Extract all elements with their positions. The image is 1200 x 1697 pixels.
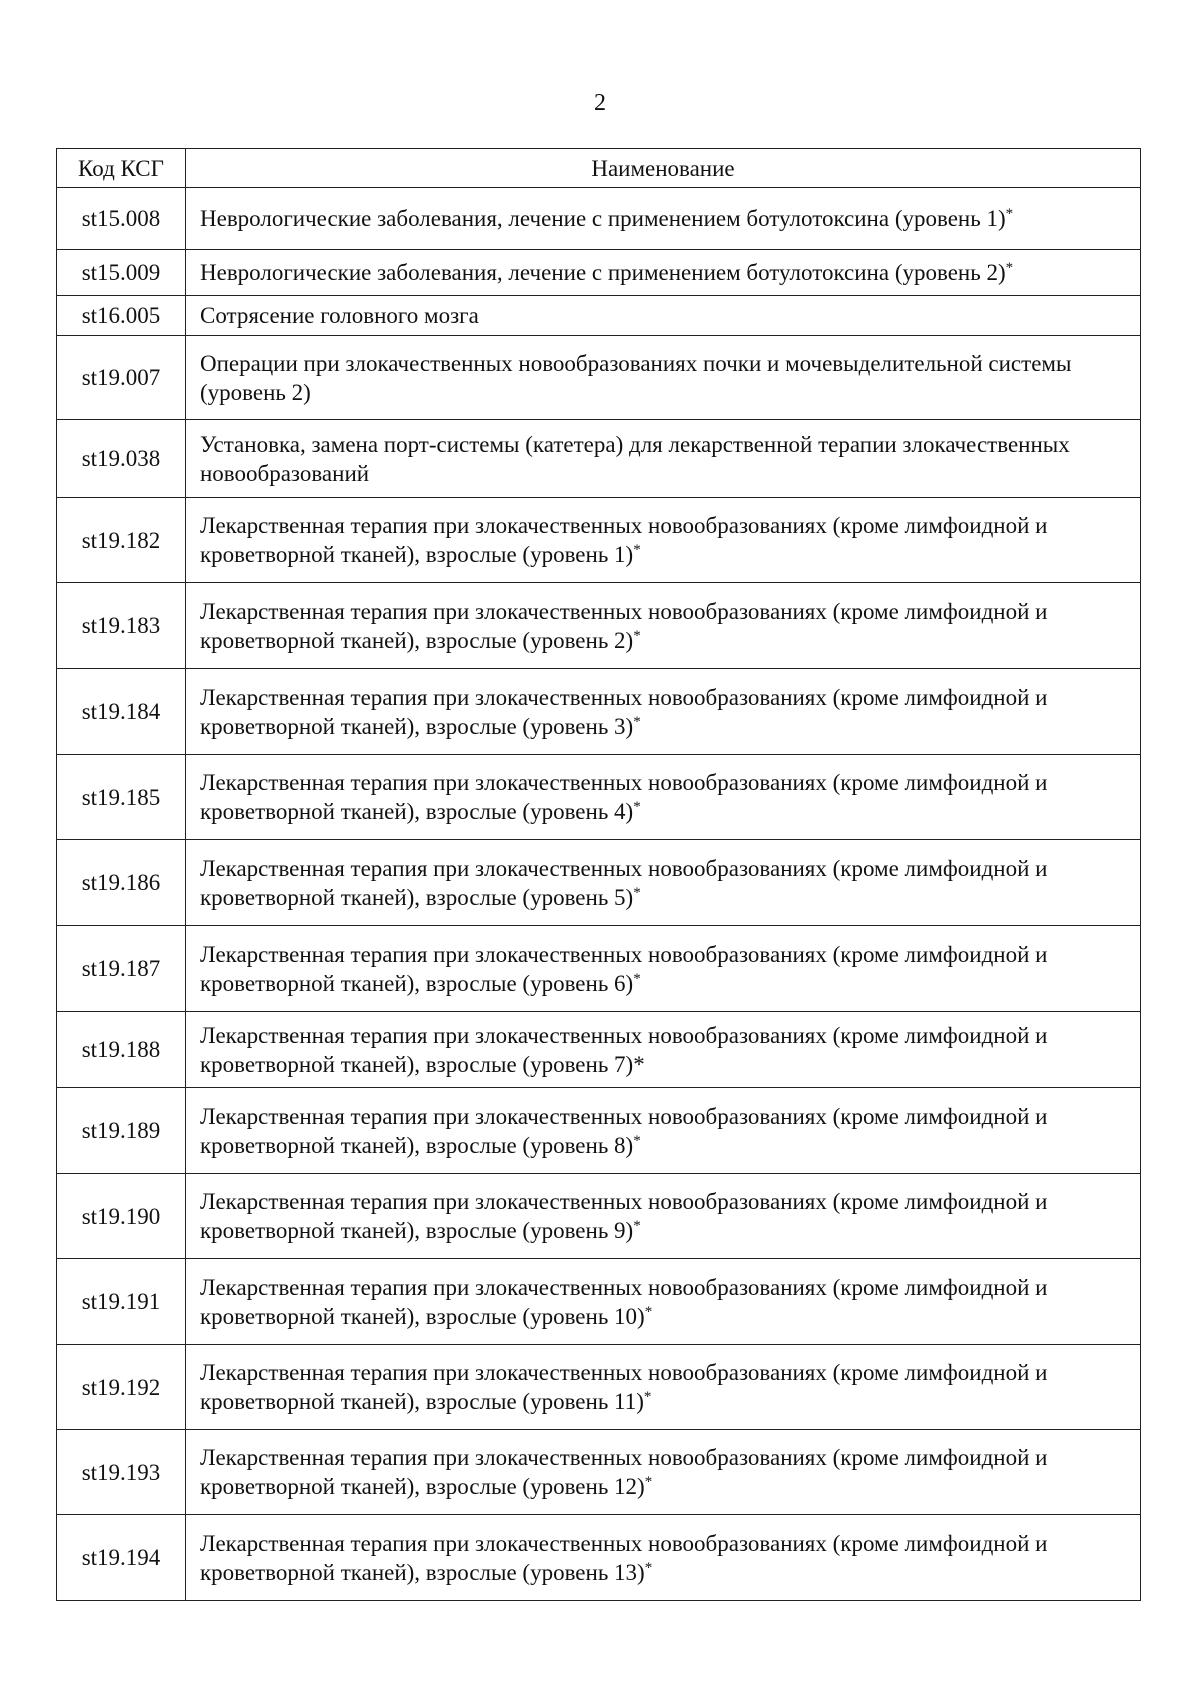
- footnote-mark: *: [643, 1389, 652, 1405]
- ksg-name-text: Лекарственная терапия при злокачественных новообразованиях (кроме лимфоидной и кроветворной тканей), взрослые (уровень 5): [200, 855, 1048, 910]
- footnote-mark: *: [633, 627, 641, 644]
- ksg-name-text: Лекарственная терапия при злокачественных новообразованиях (кроме лимфоидной и кроветворной тканей), взрослые (уровень 10): [200, 1274, 1048, 1329]
- table-row: [57, 1174, 1141, 1259]
- ksg-name-text: Лекарственная терапия при злокачественных новообразованиях (кроме лимфоидной и кроветворной тканей), взрослые (уровень 2): [200, 598, 1048, 653]
- table-row: [57, 336, 1141, 420]
- table-row: [57, 755, 1141, 840]
- header-code: Код КСГ: [57, 149, 186, 188]
- table-row: [57, 498, 1141, 583]
- ksg-name: [186, 250, 1141, 296]
- ksg-name: [186, 1012, 1141, 1088]
- ksg-name-text: Операции при злокачественных новообразованиях почки и мочевыделительной системы (уровень 2): [200, 350, 1072, 405]
- table-row: [57, 1430, 1141, 1515]
- table-row: [57, 250, 1141, 296]
- ksg-code: st15.009: [57, 250, 186, 296]
- table-row: [57, 1012, 1141, 1088]
- ksg-code: st19.191: [57, 1259, 186, 1345]
- ksg-code: st19.184: [57, 669, 186, 755]
- ksg-code: st19.188: [57, 1012, 186, 1088]
- ksg-code: st19.192: [57, 1345, 186, 1430]
- ksg-name: [186, 336, 1141, 420]
- ksg-name: [186, 1430, 1141, 1515]
- ksg-name-text: Лекарственная терапия при злокачественных новообразованиях (кроме лимфоидной и кроветворной тканей), взрослые (уровень 1): [200, 513, 1048, 567]
- footnote-mark: *: [633, 542, 641, 558]
- ksg-code: st19.038: [57, 420, 186, 498]
- footnote-mark: *: [644, 1559, 653, 1576]
- table-row: [57, 840, 1141, 926]
- ksg-name: [186, 583, 1141, 669]
- ksg-name-text: Установка, замена порт-системы (катетера) для лекарственной терапии злокачественных новообразований: [200, 431, 1070, 486]
- ksg-name-text: Лекарственная терапия при злокачественных новообразованиях (кроме лимфоидной и кроветворной тканей), взрослые (уровень 6): [200, 941, 1048, 996]
- ksg-name: [186, 1345, 1141, 1430]
- ksg-name-text: Лекарственная терапия при злокачественных новообразованиях (кроме лимфоидной и кроветворной тканей), взрослые (уровень 7)*: [200, 1022, 1048, 1077]
- ksg-name-text: Лекарственная терапия при злокачественных новообразованиях (кроме лимфоидной и кроветворной тканей), взрослые (уровень 4): [200, 770, 1048, 824]
- ksg-name: [186, 1259, 1141, 1345]
- footnote-mark: *: [633, 970, 641, 987]
- ksg-code: st15.008: [57, 188, 186, 250]
- footnote-mark: *: [633, 884, 641, 901]
- table-row: [57, 1088, 1141, 1174]
- table-row: [57, 583, 1141, 669]
- ksg-name: [186, 188, 1141, 250]
- ksg-name: [186, 1088, 1141, 1174]
- table-row: [57, 420, 1141, 498]
- ksg-code: st19.183: [57, 583, 186, 669]
- ksg-name: [186, 498, 1141, 583]
- table-row: [57, 188, 1141, 250]
- footnote-mark: *: [633, 1132, 641, 1149]
- ksg-table: [56, 148, 1141, 1601]
- ksg-code: st19.182: [57, 498, 186, 583]
- ksg-name: [186, 296, 1141, 336]
- ksg-name: [186, 755, 1141, 840]
- footnote-mark: *: [633, 1218, 641, 1234]
- table-row: [57, 926, 1141, 1012]
- page-number: 2: [594, 90, 606, 116]
- table-row: [57, 296, 1141, 336]
- footnote-mark: *: [644, 1303, 653, 1320]
- table-row: [57, 669, 1141, 755]
- footnote-mark: *: [1005, 206, 1014, 222]
- ksg-name: [186, 926, 1141, 1012]
- ksg-name: [186, 1174, 1141, 1259]
- ksg-name-text: Лекарственная терапия при злокачественных новообразованиях (кроме лимфоидной и кроветворной тканей), взрослые (уровень 11): [200, 1360, 1048, 1414]
- ksg-code: st19.185: [57, 755, 186, 840]
- ksg-code: st19.190: [57, 1174, 186, 1259]
- ksg-code: st19.007: [57, 336, 186, 420]
- ksg-code: st19.194: [57, 1515, 186, 1601]
- footnote-mark: *: [644, 1474, 653, 1490]
- ksg-code: st16.005: [57, 296, 186, 336]
- ksg-name: [186, 1515, 1141, 1601]
- ksg-name: [186, 420, 1141, 498]
- ksg-code: st19.193: [57, 1430, 186, 1515]
- ksg-name-text: Лекарственная терапия при злокачественных новообразованиях (кроме лимфоидной и кроветворной тканей), взрослые (уровень 12): [200, 1445, 1048, 1499]
- table-header-row: [57, 149, 1141, 188]
- ksg-name: [186, 840, 1141, 926]
- header-name: Наименование: [186, 149, 1141, 188]
- ksg-name-text: Лекарственная терапия при злокачественных новообразованиях (кроме лимфоидной и кроветворной тканей), взрослые (уровень 3): [200, 684, 1048, 739]
- ksg-name-text: Лекарственная терапия при злокачественных новообразованиях (кроме лимфоидной и кроветворной тканей), взрослые (уровень 13): [200, 1530, 1048, 1585]
- ksg-code: st19.187: [57, 926, 186, 1012]
- table-row: [57, 1345, 1141, 1430]
- footnote-mark: *: [633, 713, 641, 730]
- table-body: [57, 188, 1141, 1601]
- table-row: [57, 1515, 1141, 1601]
- footnote-mark: *: [633, 799, 641, 815]
- ksg-name-text: Сотрясение головного мозга: [200, 303, 479, 328]
- ksg-code: st19.189: [57, 1088, 186, 1174]
- ksg-name-text: Неврологические заболевания, лечение с применением ботулотоксина (уровень 2): [200, 260, 1006, 285]
- ksg-code: st19.186: [57, 840, 186, 926]
- table-row: [57, 1259, 1141, 1345]
- ksg-name-text: Лекарственная терапия при злокачественных новообразованиях (кроме лимфоидной и кроветворной тканей), взрослые (уровень 9): [200, 1189, 1048, 1243]
- ksg-name-text: Лекарственная терапия при злокачественных новообразованиях (кроме лимфоидной и кроветворной тканей), взрослые (уровень 8): [200, 1103, 1048, 1158]
- ksg-name: [186, 669, 1141, 755]
- ksg-name-text: Неврологические заболевания, лечение с применением ботулотоксина (уровень 1): [200, 206, 1006, 231]
- footnote-mark: *: [1005, 260, 1014, 276]
